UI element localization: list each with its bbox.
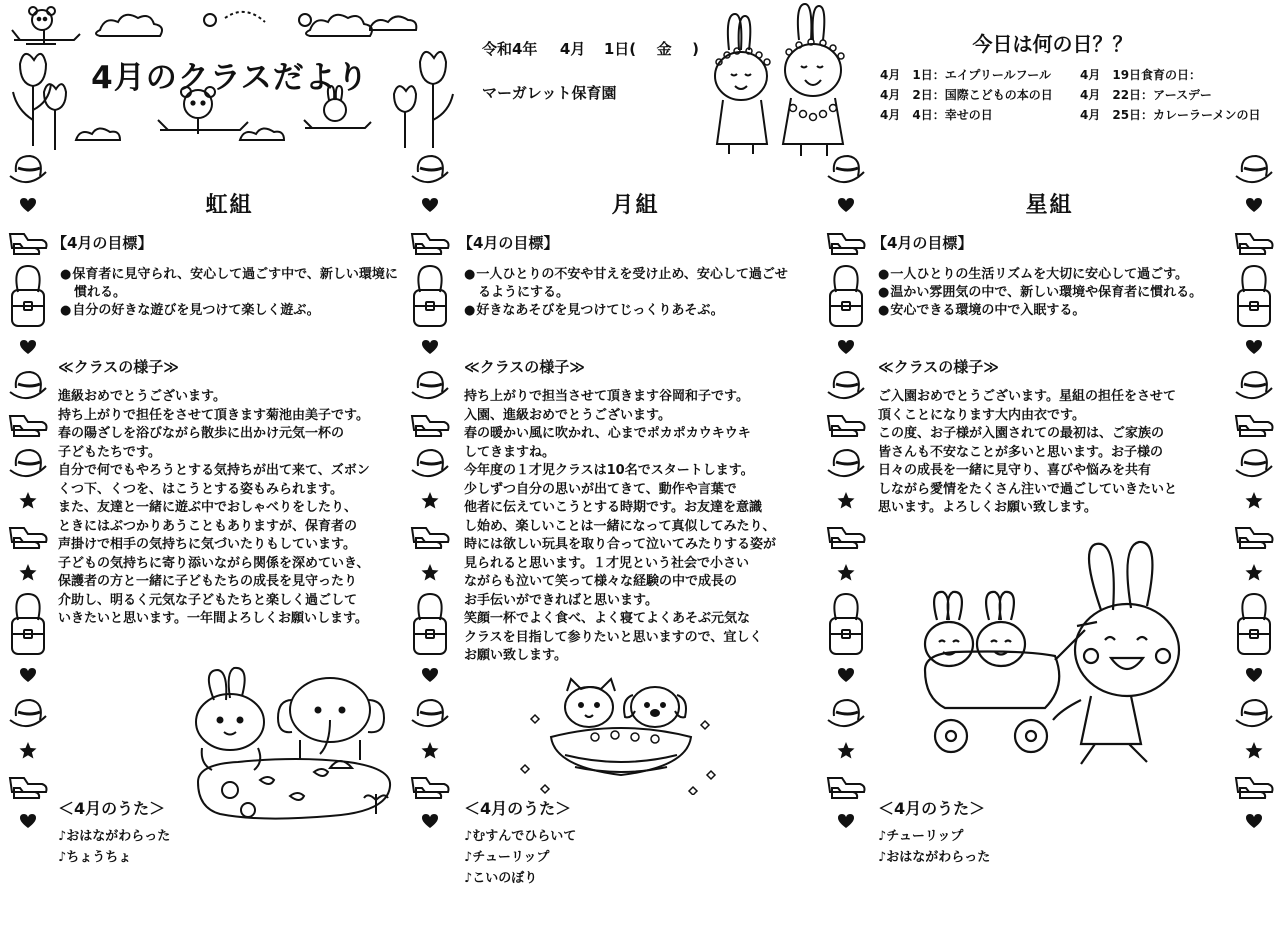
cat-dog-petals-illustration: [515, 675, 725, 795]
elephant-icon: [278, 678, 384, 760]
star-icon: [408, 484, 452, 518]
star-icon: [6, 556, 50, 590]
star-icon: [824, 734, 868, 768]
heart-icon: [824, 332, 868, 366]
heart-icon: [824, 806, 868, 840]
border-icons-right: [1232, 150, 1276, 942]
song-item: ♪ チューリップ: [464, 847, 576, 868]
hat-icon: [1232, 366, 1276, 406]
baby-bunny-icon: [977, 592, 1025, 666]
state-label: ≪クラスの様子≫: [878, 358, 999, 376]
hat-icon: [408, 694, 452, 734]
group-title: 月組: [611, 193, 660, 218]
today-entry: 4月 22日：アースデー: [1080, 88, 1212, 102]
hat-icon: [824, 444, 868, 484]
goal-list: [60, 266, 402, 320]
shoes-icon: [6, 518, 50, 556]
song-item: ♪ ちょうちょ: [58, 847, 170, 868]
cat-icon: [565, 679, 615, 727]
date-month: 4月: [559, 40, 586, 58]
hat-icon: [6, 694, 50, 734]
hat-icon: [408, 150, 452, 190]
heart-icon: [408, 332, 452, 366]
shoes-icon: [1232, 406, 1276, 444]
tulip-icon: [394, 86, 416, 148]
shoes-icon: [408, 224, 452, 262]
today-entry: 4月 1日：エイプリールフール: [880, 68, 1052, 82]
goal-label: 【4月の目標】: [458, 234, 559, 252]
bee-icon: [204, 14, 216, 26]
star-icon: [6, 734, 50, 768]
star-icon: [1232, 484, 1276, 518]
basket-icon: [551, 728, 691, 775]
class-body-text: ご入園おめでとうございます。星組の担任をさせて 頂くことになります大内由衣です。 この度、お子様が入園されての最初は、ご家族の 皆さんも不安なことが多いと思います。お子様の 日々の成長を一緒に見守り、喜びや悩みを共有 しながら愛情をたくさん注いで過ごしていきたいと 思います。よろしくお願い致します。: [878, 389, 1178, 515]
petal-icon: [521, 715, 715, 795]
song-item: ♪ チューリップ: [878, 826, 990, 847]
song-item: ♪ むすんでひらいて: [464, 826, 576, 847]
song-label: ＜4月のうた＞: [464, 799, 572, 818]
hat-icon: [824, 150, 868, 190]
state-label: ≪クラスの様子≫: [58, 358, 179, 376]
bird-icon: [299, 14, 311, 26]
date-close: ): [692, 40, 699, 58]
shoes-icon: [6, 768, 50, 806]
rabbit-elephant-pond-illustration: [190, 660, 400, 840]
goal-list: [878, 266, 1228, 320]
hat-icon: [824, 366, 868, 406]
goal-list: [464, 266, 800, 320]
star-icon: [824, 484, 868, 518]
today-entry: 4月 4日：幸せの日: [880, 108, 993, 122]
date-day: 1日(: [603, 40, 637, 58]
date-era: 令和4年: [482, 40, 538, 58]
heart-icon: [1232, 190, 1276, 224]
shoes-icon: [824, 768, 868, 806]
goal-item: ● 温かい雰囲気の中で、新しい環境や保育者に慣れる。: [878, 284, 1228, 302]
song-label: ＜4月のうた＞: [878, 799, 986, 818]
cloud-icon: [76, 128, 120, 140]
border-icons-left: [6, 150, 50, 942]
class-column-hoshi: [872, 188, 1227, 888]
shoes-icon: [408, 768, 452, 806]
star-icon: [408, 556, 452, 590]
issue-date: [482, 38, 699, 59]
bag-icon: [408, 590, 452, 660]
shoes-icon: [824, 406, 868, 444]
tulip-icon: [44, 84, 66, 150]
shoes-icon: [6, 224, 50, 262]
shoes-icon: [408, 518, 452, 556]
bag-icon: [1232, 590, 1276, 660]
bag-icon: [1232, 262, 1276, 332]
today-entry: 4月 19日食育の日：: [1080, 68, 1202, 82]
baby-bunny-icon: [925, 592, 973, 666]
goal-item: ● 安心できる環境の中で入眠する。: [878, 302, 1228, 320]
bag-icon: [824, 590, 868, 660]
tulip-icon: [420, 52, 453, 148]
today-list: [880, 66, 1280, 126]
goal-item: ● 一人ひとりの不安や甘えを受け止め、安心して過ごせるようにする。: [464, 266, 800, 302]
heart-icon: [408, 660, 452, 694]
hat-icon: [6, 366, 50, 406]
hat-icon: [824, 694, 868, 734]
border-icons-divider-1: [408, 150, 452, 942]
pond-icon: [198, 759, 390, 819]
newsletter-title: 4月のクラスだより: [91, 60, 369, 96]
today-entry: 4月 2日：国際こどもの本の日: [880, 88, 1053, 102]
border-icons-divider-2: [824, 150, 868, 942]
today-row: [880, 66, 1280, 86]
star-icon: [824, 556, 868, 590]
song-list: [878, 826, 990, 868]
heart-icon: [1232, 660, 1276, 694]
shoes-icon: [824, 518, 868, 556]
cloud-icon: [240, 128, 284, 140]
dog-icon: [624, 687, 686, 727]
star-icon: [408, 734, 452, 768]
song-item: ♪ こいのぼり: [464, 868, 576, 889]
today-heading: 今日は何の日？？: [972, 32, 1133, 56]
bag-icon: [408, 262, 452, 332]
bag-icon: [6, 262, 50, 332]
cloud-icon: [96, 15, 162, 36]
bunny-stroller-illustration: [915, 540, 1220, 770]
heart-icon: [6, 660, 50, 694]
star-icon: [6, 484, 50, 518]
bag-icon: [6, 590, 50, 660]
hat-icon: [6, 444, 50, 484]
hat-icon: [1232, 444, 1276, 484]
star-icon: [1232, 734, 1276, 768]
song-label: ＜4月のうた＞: [58, 799, 166, 818]
shoes-icon: [1232, 768, 1276, 806]
heart-icon: [824, 190, 868, 224]
shoes-icon: [408, 406, 452, 444]
state-label: ≪クラスの様子≫: [464, 358, 585, 376]
cloud-icon: [370, 16, 416, 30]
heart-icon: [408, 806, 452, 840]
group-title: 虹組: [205, 193, 254, 218]
heart-icon: [6, 806, 50, 840]
group-title: 星組: [1025, 193, 1074, 218]
class-body-text: 進級おめでとうございます。 持ち上がりで担任をさせて頂きます菊池由美子です。 春の陽ざしを浴びながら散歩に出かけ元気一杯の 子どもたちです。 自分で何でもやろうとする気持ちが出て来て、ズボン くつ下、くつを、はこうとする姿もみられます。 また、友達と一緒に遊ぶ中でおしゃべりをしたり、 ときにはぶつかりあうこともありますが、保育者の 声掛けで相手の気持ちに気づいたりもしています。 子どもの気持ちに寄り添いながら関係を深めていき、 保護者の方と一緒に子どもたちの成長を見守ったり 介助し、明るく元気な子どもたちと楽しく過ごして いきたいと思います。一年間よろしくお願いします。: [58, 389, 370, 626]
today-entry: 4月 25日：カレーラーメンの日: [1080, 108, 1261, 122]
goal-item: ● 一人ひとりの生活リズムを大切に安心して過ごす。: [878, 266, 1228, 284]
heart-icon: [824, 660, 868, 694]
today-row: [880, 106, 1280, 126]
goal-label: 【4月の目標】: [52, 234, 153, 252]
heart-icon: [1232, 332, 1276, 366]
flower-wreath-icon: [716, 39, 844, 121]
heart-icon: [6, 332, 50, 366]
heart-icon: [1232, 806, 1276, 840]
date-weekday: 金: [656, 40, 672, 58]
song-item: ♪ おはながわらった: [58, 826, 170, 847]
heart-icon: [408, 190, 452, 224]
hat-icon: [6, 150, 50, 190]
bag-icon: [824, 262, 868, 332]
mother-bunny-icon: [1053, 542, 1179, 764]
today-row: [880, 86, 1280, 106]
rabbit-icon: [196, 668, 264, 770]
shoes-icon: [824, 224, 868, 262]
star-icon: [1232, 556, 1276, 590]
goal-item: ● 保育者に見守られ、安心して過ごす中で、新しい環境に慣れる。: [60, 266, 402, 302]
hat-icon: [408, 444, 452, 484]
bunny-icon: [715, 14, 767, 154]
song-item: ♪ おはながわらった: [878, 847, 990, 868]
goal-item: ● 好きなあそびを見つけてじっくりあそぶ。: [464, 302, 800, 320]
hat-icon: [1232, 150, 1276, 190]
class-body-text: 持ち上がりで担当させて頂きます谷岡和子です。 入園、進級おめでとうございます。 春の暖かい風に吹かれ、心までポカポカウキウキ してきますね。 今年度の１才児クラスは10名でスタートします。 少しずつ自分の思いが出てきて、動作や言葉で 他者に伝えていこうとする時期です。お友達を意識 し始め、楽しいことは一緒になって真似してみたり、 時には欲しい玩具を取り合って泣いてみたりする姿が 見られると思います。１才児という社会で小さい ながらも泣いて笑って様々な経験の中で成長の お手伝いができればと思います。 笑顔一杯でよく食べ、よく寝てよくあそぶ元気な クラスを目指して参りたいと思いますので、宜しく お願い致します。: [464, 389, 777, 663]
school-name: マーガレット保育園: [482, 84, 617, 102]
goal-item: ● 自分の好きな遊びを見つけて楽しく遊ぶ。: [60, 302, 402, 320]
hat-icon: [408, 366, 452, 406]
shoes-icon: [6, 406, 50, 444]
heart-icon: [6, 190, 50, 224]
bunny-couple-illustration: [705, 0, 855, 160]
song-list: [58, 826, 170, 868]
cloud-icon: [306, 15, 372, 36]
shoes-icon: [1232, 518, 1276, 556]
hat-icon: [1232, 694, 1276, 734]
goal-label: 【4月の目標】: [872, 234, 973, 252]
bear-plane-icon: [12, 7, 80, 44]
shoes-icon: [1232, 224, 1276, 262]
bunny-icon: [783, 4, 843, 156]
song-list: [464, 826, 576, 889]
